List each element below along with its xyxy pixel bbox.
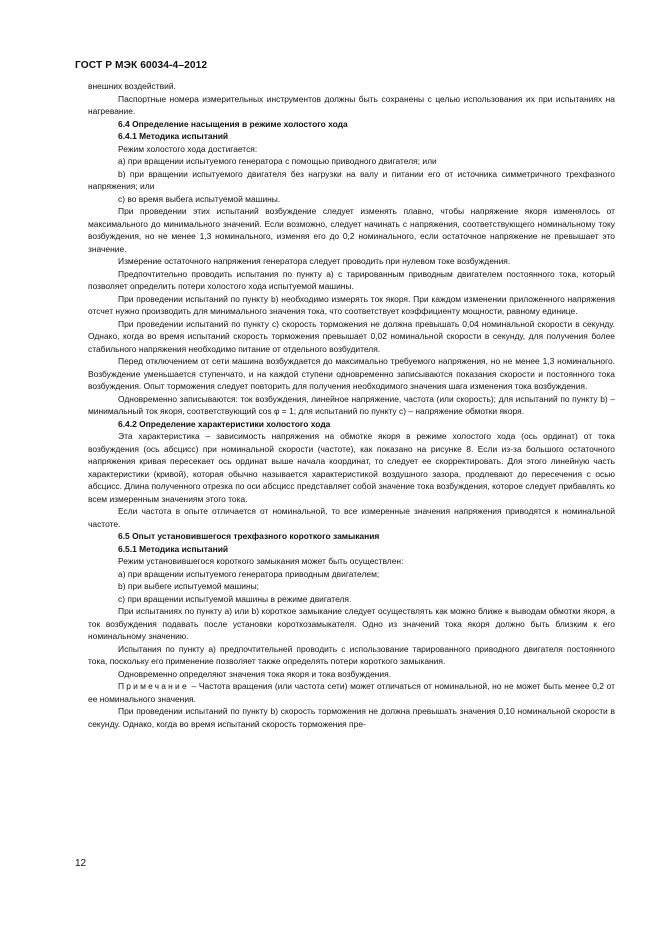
paragraph: При проведении этих испытаний возбуждение следует изменять плавно, чтобы напряжение якоря изменялось от максимального до минимального значений. Если возможно, следует начинать с напряжения, соответствующего номинальному току возбуждения, но не менее 1,3 номинального, изменяя его до 0,2 номинального, если остаточное напряжение не превышает это значение. (88, 206, 615, 254)
paragraph: Эта характеристика – зависимость напряжения на обмотке якоря в режиме холостого хода (ось ординат) от тока возбуждения (ось абсцисс) при номинальной скорости (частоте), как показано на рисунке 8. Если из-за большого остаточного напряжения кривая пересекает ось ординат выше начала координат, то следует ее скорректировать. Для этого линейную часть характеристики (кривой), которая обычно называется характеристикой воздушного зазора, продлевают до пересечения с осью абсцисс. Длина полученного отрезка по оси абсцисс представляет собой значение тока возбуждения, которое следует прибавлять ко всем измеренным значениям этого тока. (88, 431, 615, 504)
paragraph: Режим холостого хода достигается: (118, 143, 258, 154)
subsection-heading-6-4-1: 6.4.1 Методика испытаний (118, 131, 229, 141)
subsection-heading-6-5-1: 6.5.1 Методика испытаний (118, 543, 229, 554)
list-item: с) при вращении испытуемой машины в режиме двигателя. (118, 593, 352, 604)
subsection-heading-6-4-2: 6.4.2 Определение характеристики холостого хода (118, 418, 331, 429)
list-item: а) при вращении испытуемого генератора приводным двигателем; (118, 568, 380, 579)
paragraph: Паспортные номера измерительных инструментов должны быть сохранены с целью использования их при испытаниях на нагревание. (88, 93, 615, 116)
list-item: b) при выбеге испытуемой машины; (118, 581, 260, 591)
document-header: ГОСТ Р МЭК 60034-4–2012 (75, 60, 208, 71)
paragraph: При проведении испытаний по пункту с) скорость торможения не должна превышать 0,04 номинальной скорости в секунду. Однако, когда во время испытаний скорость торможения превышает 0,02 номинальной скорости в секунду, для получения более стабильного напряжения необходимо питание от отдельного возбудителя. (88, 318, 615, 354)
section-heading-6-4: 6.4 Определение насыщения в режиме холостого хода (118, 118, 348, 129)
paragraph: Предпочтительно проводить испытания по пункту а) с тарированным приводным двигателем постоянного тока, который позволяет определить потери холостого хода испытуемой машины. (88, 268, 615, 291)
note (88, 680, 615, 705)
list-item: а) при вращении испытуемого генератора с помощью приводного двигателя; или (118, 156, 437, 166)
note-text: – Частота вращения (или частота сети) может отличаться от номинальной, но не может быть менее 0,2 от ее номинального значения. (88, 681, 615, 704)
note-label: Примечание (118, 681, 189, 691)
paragraph: При проведении испытаний по пункту b) необходимо измерять ток якоря. При каждом изменении приложенного напряжения отсчет нужно производить для минимального значения тока, что соответствует коэффициенту мощности, равному единице. (88, 293, 615, 316)
paragraph: Измерение остаточного напряжения генератора следует проводить при нулевом токе возбуждения. (118, 256, 511, 266)
list-item: b) при вращении испытуемого двигателя без нагрузки на валу и питании его от источника симметричного трехфазного напряжения; или (88, 168, 615, 191)
paragraph: При проведении испытаний по пункту b) скорость торможения не должна превышать значения 0,10 номинальной скорости в секунду. Однако, когда во время испытаний скорость торможения пре- (88, 706, 615, 729)
paragraph: Режим установившегося короткого замыкания может быть осуществлен: (118, 556, 404, 566)
page-number: 12 (75, 858, 87, 869)
paragraph: Одновременно записываются: ток возбуждения, линейное напряжение, частота (или скорость); для испытаний по пункту b) – минимальный ток якоря, соответствующий cos φ = 1; для испытаний по пункту с) – напряжение обмотки якоря. (88, 393, 615, 416)
document-body (88, 80, 615, 730)
section-heading-6-5: 6.5 Опыт установившегося трехфазного короткого замыкания (118, 531, 380, 541)
paragraph: внешних воздействий. (88, 81, 176, 91)
paragraph: Если частота в опыте отличается от номинальной, то все измеренные значения напряжения приводятся к номинальной частоте. (88, 506, 615, 529)
paragraph: Испытания по пункту а) предпочтительней проводить с использование тарированного приводного двигателя постоянного тока, поскольку его применение позволяет также определять потери короткого замыкания. (88, 643, 615, 666)
paragraph: При испытаниях по пункту а) или b) короткое замыкание следует осуществлять как можно ближе к выводам обмотки якоря, а ток возбуждения подавать после установки короткозамыкателя. Одно из значений тока якоря должно быть близким к его номинальному значению. (88, 606, 615, 641)
paragraph: Перед отключением от сети машина возбуждается до максимально требуемого напряжения, но не менее 1,3 номинального. Возбуждение уменьшается ступенчато, и на каждой ступени одновременно записываются показания скорости и постоянного тока возбуждения. Опыт торможения следует повторить для получения необходимого значения шага изменения тока возбуждения. (88, 356, 615, 391)
paragraph: Одновременно определяют значения тока якоря и тока возбуждения. (118, 668, 392, 679)
list-item: с) во время выбега испытуемой машины. (118, 193, 281, 204)
